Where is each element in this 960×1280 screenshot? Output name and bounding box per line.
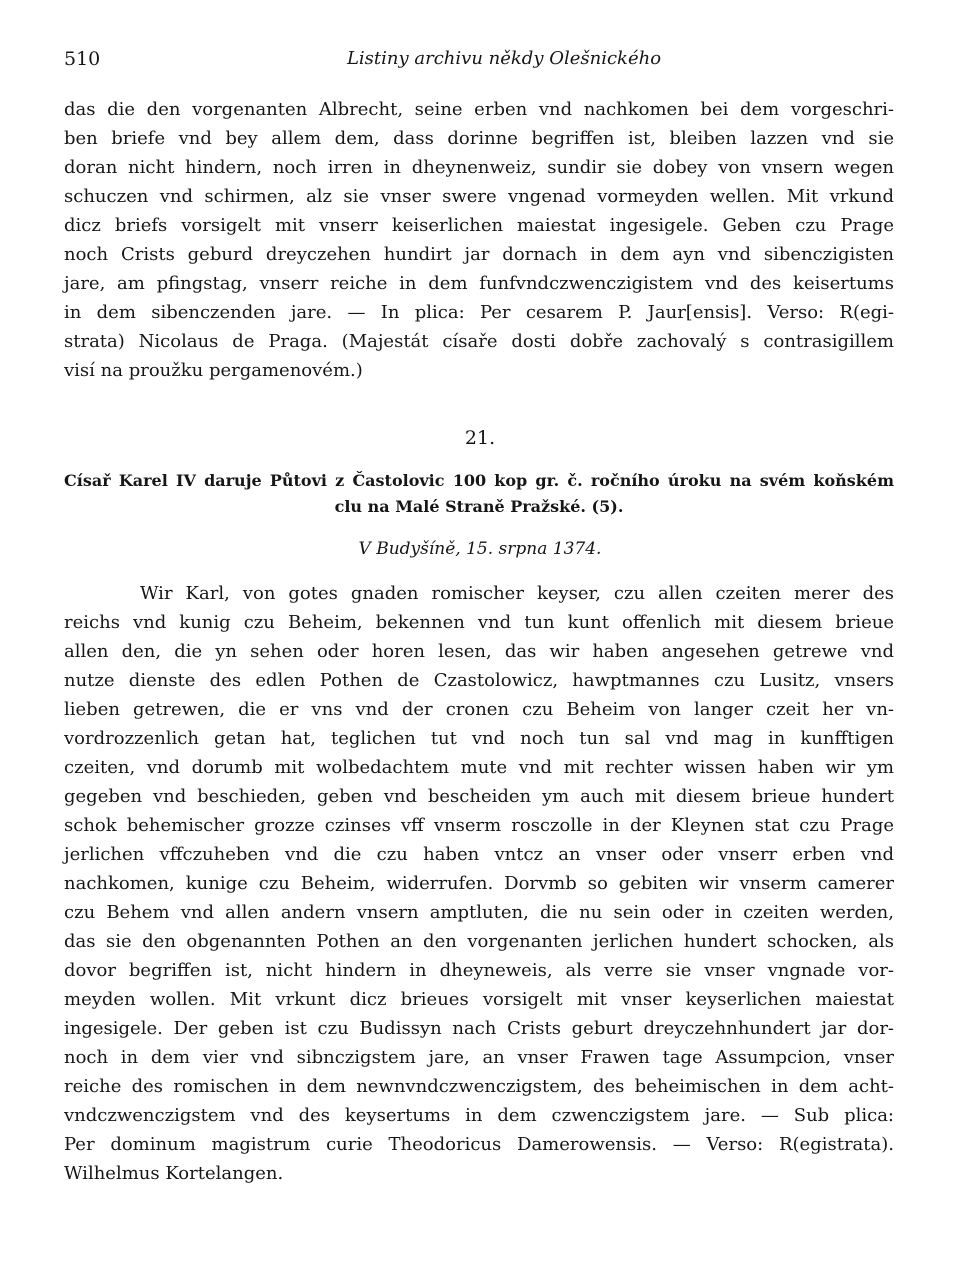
text-line: lieben getrewen, die er vns vnd der cronen czu Beheim von langer czeit her vn- [64, 699, 894, 720]
document-number: 21. [464, 427, 496, 449]
running-title: Listiny archivu někdy Olešnického [346, 48, 662, 69]
text-line: noch Crists geburd dreyczehen hundirt jar dornach in dem ayn vnd sibenczigisten [64, 244, 894, 265]
text-line: dicz briefs vorsigelt mit vnserr keiserlichen maiestat ingesigele. Geben czu Prage [64, 215, 894, 236]
text-line: schok behemischer grozze czinses vff vnserm rosczolle in der Kleynen stat czu Prage [64, 815, 894, 836]
text-line: strata) Nicolaus de Praga. (Majestát císaře dosti dobře zachovalý s contrasigillem [64, 331, 894, 352]
running-head [64, 46, 894, 76]
text-line: allen den, die yn sehen oder horen lesen, das wir haben angesehen getrewe vnd [64, 641, 894, 662]
text-line: nachkomen, kunige czu Beheim, widerrufen. Dorvmb so gebiten wir vnserm camerer [64, 873, 894, 894]
text-line: reichs vnd kunig czu Beheim, bekennen vnd tun kunt offenlich mit diesem brieue [64, 612, 894, 633]
text-line: vndczwenczigstem vnd des keysertums in dem czwenczigstem jare. — Sub plica: [64, 1105, 894, 1126]
text-line: Per dominum magistrum curie Theodoricus Damerowensis. — Verso: R(egistrata). [64, 1134, 894, 1155]
text-line: schuczen vnd schirmen, alz sie vnser swere vngenad vormeyden wellen. Mit vrkund [64, 186, 894, 207]
text-line: jare, am pfingstag, vnserr reiche in dem funfvndczwenczigistem vnd des keisertums [64, 273, 894, 294]
document-regest [64, 468, 894, 520]
text-line: nutze dienste des edlen Pothen de Czastolowicz, hawptmannes czu Lusitz, vnsers [64, 670, 894, 691]
text-line: dovor begriffen ist, nicht hindern in dheyneweis, als verre sie vnser vngnade vor- [64, 960, 894, 981]
text-line: jerlichen vffczuheben vnd die czu haben vntcz an vnser oder vnserr erben vnd [64, 844, 894, 865]
text-line: visí na proužku pergamenovém.) [64, 360, 363, 381]
text-line: Wir Karl, von gotes gnaden romischer keyser, czu allen czeiten merer des [140, 583, 894, 604]
text-line: gegeben vnd beschieden, geben vnd bescheiden ym auch mit diesem brieue hundert [64, 786, 894, 807]
text-line: ben briefe vnd bey allem dem, dass dorinne begriffen ist, bleiben lazzen vnd sie [64, 128, 894, 149]
document-dateline: V Budyšíně, 15. srpna 1374. [358, 539, 602, 559]
regest-line: clu na Malé Straně Pražské. (5). [334, 497, 624, 516]
previous-document-text [64, 95, 894, 385]
text-line: czeiten, vnd dorumb mit wolbedachtem mute vnd mit rechter wissen haben wir ym [64, 757, 894, 778]
text-line: reiche des romischen in dem newnvndczwenczigstem, des beheimischen in dem acht- [64, 1076, 894, 1097]
regest-line: Císař Karel IV daruje Půtovi z Častolovic 100 kop gr. č. ročního úroku na svém koňském [64, 471, 894, 490]
text-line: czu Behem vnd allen andern vnsern amptluten, die nu sein oder in czeiten werden, [64, 902, 894, 923]
text-line: meyden wollen. Mit vrkunt dicz brieues vorsigelt mit vnser keyserlichen maiestat [64, 989, 894, 1010]
text-line: das die den vorgenanten Albrecht, seine erben vnd nachkomen bei dem vorgeschri- [64, 99, 894, 120]
text-line: ingesigele. Der geben ist czu Budissyn nach Crists geburt dreyczehnhundert jar dor- [64, 1018, 894, 1039]
text-line: noch in dem vier vnd sibnczigstem jare, an vnser Frawen tage Assumpcion, vnser [64, 1047, 894, 1068]
text-line: in dem sibenczenden jare. — In plica: Per cesarem P. Jaur[ensis]. Verso: R(egi- [64, 302, 894, 323]
page-number: 510 [64, 48, 101, 70]
text-line: Wilhelmus Kortelangen. [64, 1163, 284, 1184]
text-line: das sie den obgenannten Pothen an den vorgenanten jerlichen hundert schocken, als [64, 931, 894, 952]
text-line: vordrozzenlich getan hat, teglichen tut vnd noch tun sal vnd mag in kunfftigen [64, 728, 894, 749]
text-line: doran nicht hindern, noch irren in dheynenweiz, sundir sie dobey von vnsern wegen [64, 157, 894, 178]
document-text [64, 579, 894, 1188]
